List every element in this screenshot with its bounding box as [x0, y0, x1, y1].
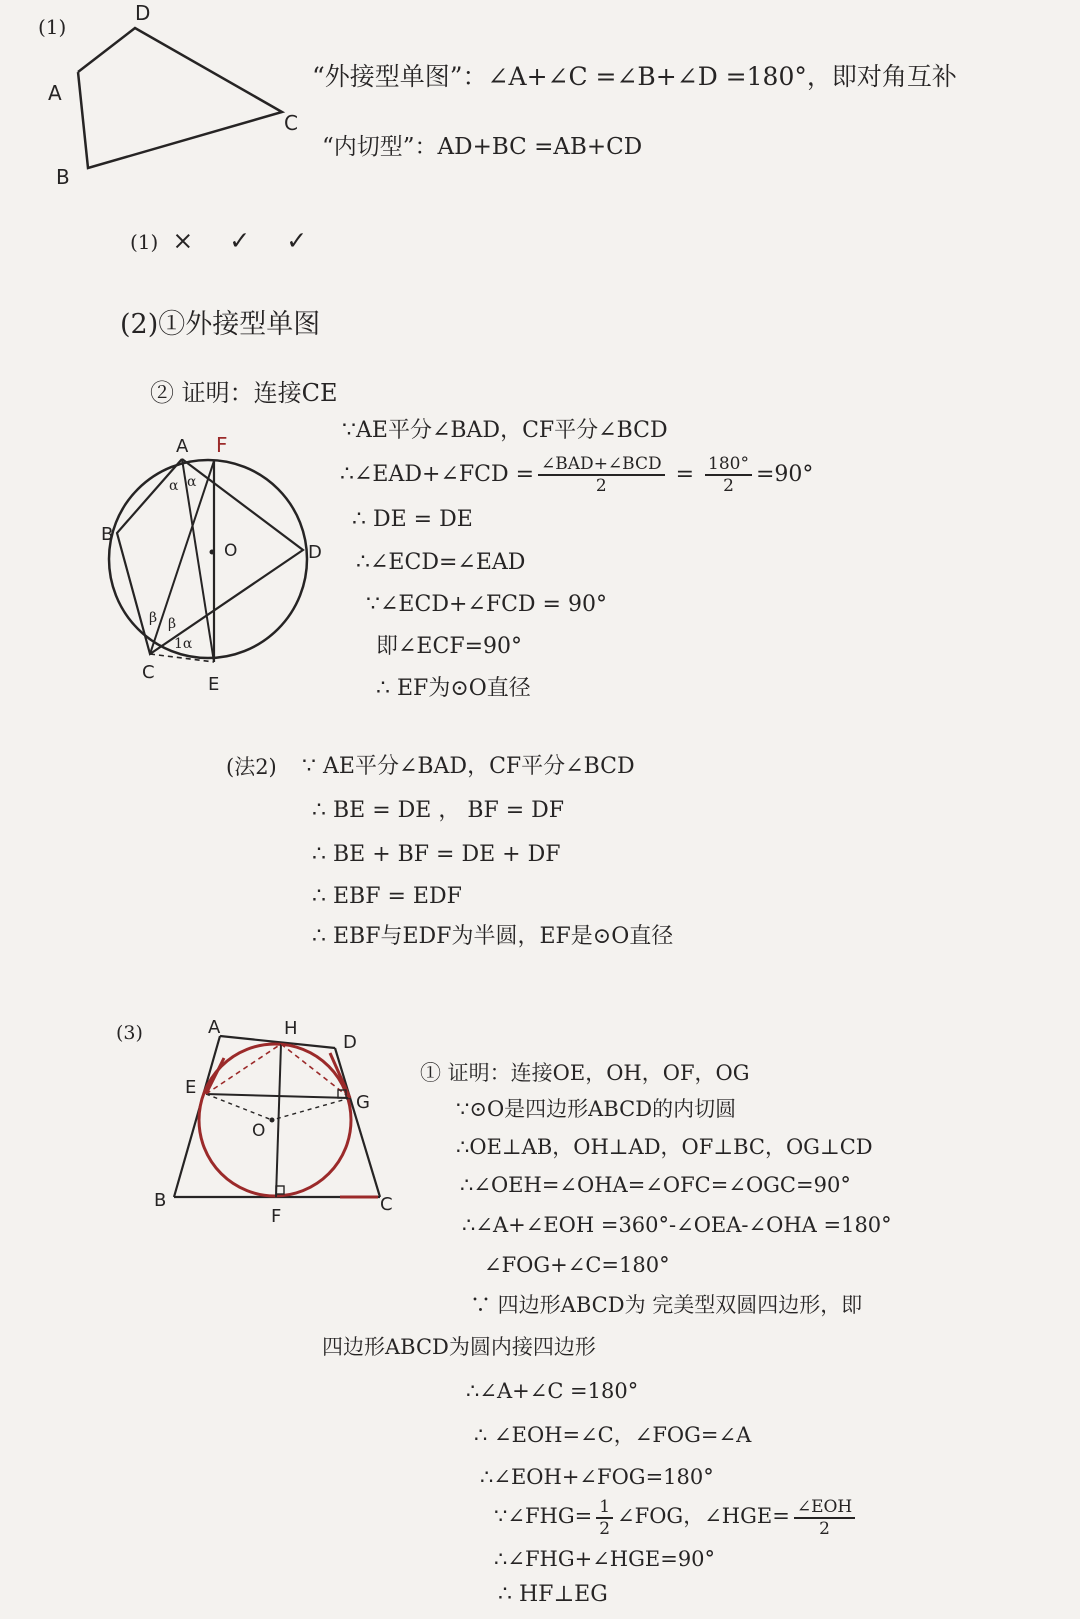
fig3-label-o: O — [252, 1121, 266, 1141]
part2-heading: (2)①外接型单图 — [120, 309, 321, 340]
p3-fraction-3 — [794, 1497, 855, 1539]
half-num: 1 — [596, 1497, 613, 1519]
p2-step-1: ∵AE平分∠BAD，CF平分∠BCD — [342, 418, 668, 443]
fig2-label-d: D — [308, 542, 322, 563]
frac1-num: ∠BAD+∠BCD — [538, 454, 665, 476]
fig2-beta-1: β — [149, 610, 158, 626]
fig2-label-o: O — [224, 541, 238, 561]
p3-proof-title: ① 证明：连接OE，OH，OF，OG — [420, 1061, 750, 1085]
fig3-label-e: E — [185, 1077, 197, 1098]
p3-step-12: ∴∠FHG+∠HGE=90° — [494, 1547, 716, 1571]
fig2-label-c: C — [142, 662, 155, 683]
fig3-label-c: C — [380, 1194, 393, 1215]
p3-step-7: 四边形ABCD为圆内接四边形 — [322, 1335, 596, 1359]
p3-step-13: ∴ HF⊥EG — [498, 1582, 608, 1607]
part1-label: (1) — [38, 15, 67, 39]
p3-step-8: ∴∠A+∠C =180° — [466, 1379, 639, 1403]
frac1-den: 2 — [595, 476, 607, 496]
fig3-label-f: F — [271, 1206, 282, 1227]
answer-mark-1: × — [172, 226, 194, 255]
fig2-beta-2: β — [168, 616, 177, 632]
fig2-alpha-2: α — [187, 474, 197, 490]
fig2-label-e: E — [208, 674, 220, 695]
part1-line-circumscribed: “外接型单图”：∠A+∠C =∠B+∠D =180°，即对角互补 — [312, 62, 957, 91]
p3-step-11-text: ∵∠FHG= — [494, 1504, 593, 1528]
fig3-label-d: D — [343, 1032, 357, 1053]
p2-step-2-text: ∴∠EAD+∠FCD = — [340, 462, 535, 487]
part3-label: (3) — [116, 1022, 143, 1044]
p2-step-7: ∴ EF为⊙O直径 — [376, 676, 531, 701]
part1-line-inscribed: “内切型”：AD+BC =AB+CD — [322, 134, 643, 160]
p3-step-11 — [494, 1496, 859, 1539]
method2-step-2: ∴ BE = DE ， BF = DF — [312, 798, 565, 823]
part2-proof-title: ② 证明：连接CE — [150, 379, 338, 407]
fig2-alpha-1: α — [169, 478, 179, 494]
p3-step-1: ∵⊙O是四边形ABCD的内切圆 — [456, 1097, 737, 1121]
method2-step-4: ∴ EBF = EDF — [312, 884, 462, 909]
p3-half — [596, 1497, 613, 1539]
fig1-label-c: C — [284, 111, 298, 135]
answers-label: (1) — [130, 230, 159, 254]
p3-step-2: ∴OE⊥AB，OH⊥AD，OF⊥BC，OG⊥CD — [456, 1135, 873, 1159]
fig3-label-a: A — [208, 1017, 221, 1038]
p2-step-2-end: =90° — [756, 462, 814, 487]
frac2-num: 180° — [705, 454, 752, 476]
p3-step-9: ∴ ∠EOH=∠C，∠FOG=∠A — [474, 1423, 752, 1447]
p2-fraction-1 — [538, 454, 665, 496]
p2-step-3: ∴ DE = DE — [352, 507, 473, 532]
fig1-label-a: A — [48, 81, 62, 105]
fig3-label-h: H — [284, 1018, 298, 1039]
p2-fraction-2 — [705, 454, 752, 496]
frac3-num: ∠EOH — [794, 1497, 855, 1519]
method2-step-3: ∴ BE + BF = DE + DF — [312, 842, 561, 867]
fig1-label-d: D — [135, 1, 151, 25]
method2-label: (法2) — [226, 755, 277, 779]
method2-step-1: ∵ AE平分∠BAD，CF平分∠BCD — [302, 754, 635, 779]
fig2-label-f: F — [216, 433, 228, 457]
fig2-label-a: A — [176, 436, 189, 457]
p2-step-4: ∴∠ECD=∠EAD — [356, 550, 526, 575]
fig3-label-g: G — [356, 1092, 370, 1113]
frac2-den: 2 — [723, 476, 734, 496]
fig2-label-b: B — [101, 524, 114, 545]
p2-step-2: ∴∠EAD+∠FCD = $\frac{\text{∠BAD+∠BCD}}{2}$ = $\frac{180^\circ}{2}$ =90° — [340, 454, 814, 496]
answer-mark-3: ✓ — [286, 226, 308, 255]
p3-step-6: ∵ 四边形ABCD为 完美型双圆四边形，即 — [470, 1293, 863, 1317]
fig1-label-b: B — [56, 165, 70, 189]
trapezoid-incircle-figure-3 — [0, 0, 400, 1230]
method2-step-5: ∴ EBF与EDF为半圆，EF是⊙O直径 — [312, 924, 674, 949]
p3-step-5: ∠FOG+∠C=180° — [484, 1253, 670, 1277]
p3-step-11-mid: ∠FOG，∠HGE= — [617, 1504, 790, 1528]
p3-step-3: ∴∠OEH=∠OHA=∠OFC=∠OGC=90° — [460, 1173, 851, 1197]
p2-step-6: 即∠ECF=90° — [376, 634, 523, 659]
frac3-den: 2 — [819, 1518, 830, 1539]
fig3-label-b: B — [154, 1190, 167, 1211]
p3-step-4: ∴∠A+∠EOH =360°-∠OEA-∠OHA =180° — [462, 1213, 892, 1237]
p3-step-10: ∴∠EOH+∠FOG=180° — [480, 1465, 714, 1489]
answer-mark-2: ✓ — [229, 226, 251, 255]
fig2-one-alpha: 1α — [174, 636, 193, 652]
p2-step-5: ∵∠ECD+∠FCD = 90° — [366, 592, 607, 617]
half-den: 2 — [599, 1518, 611, 1539]
